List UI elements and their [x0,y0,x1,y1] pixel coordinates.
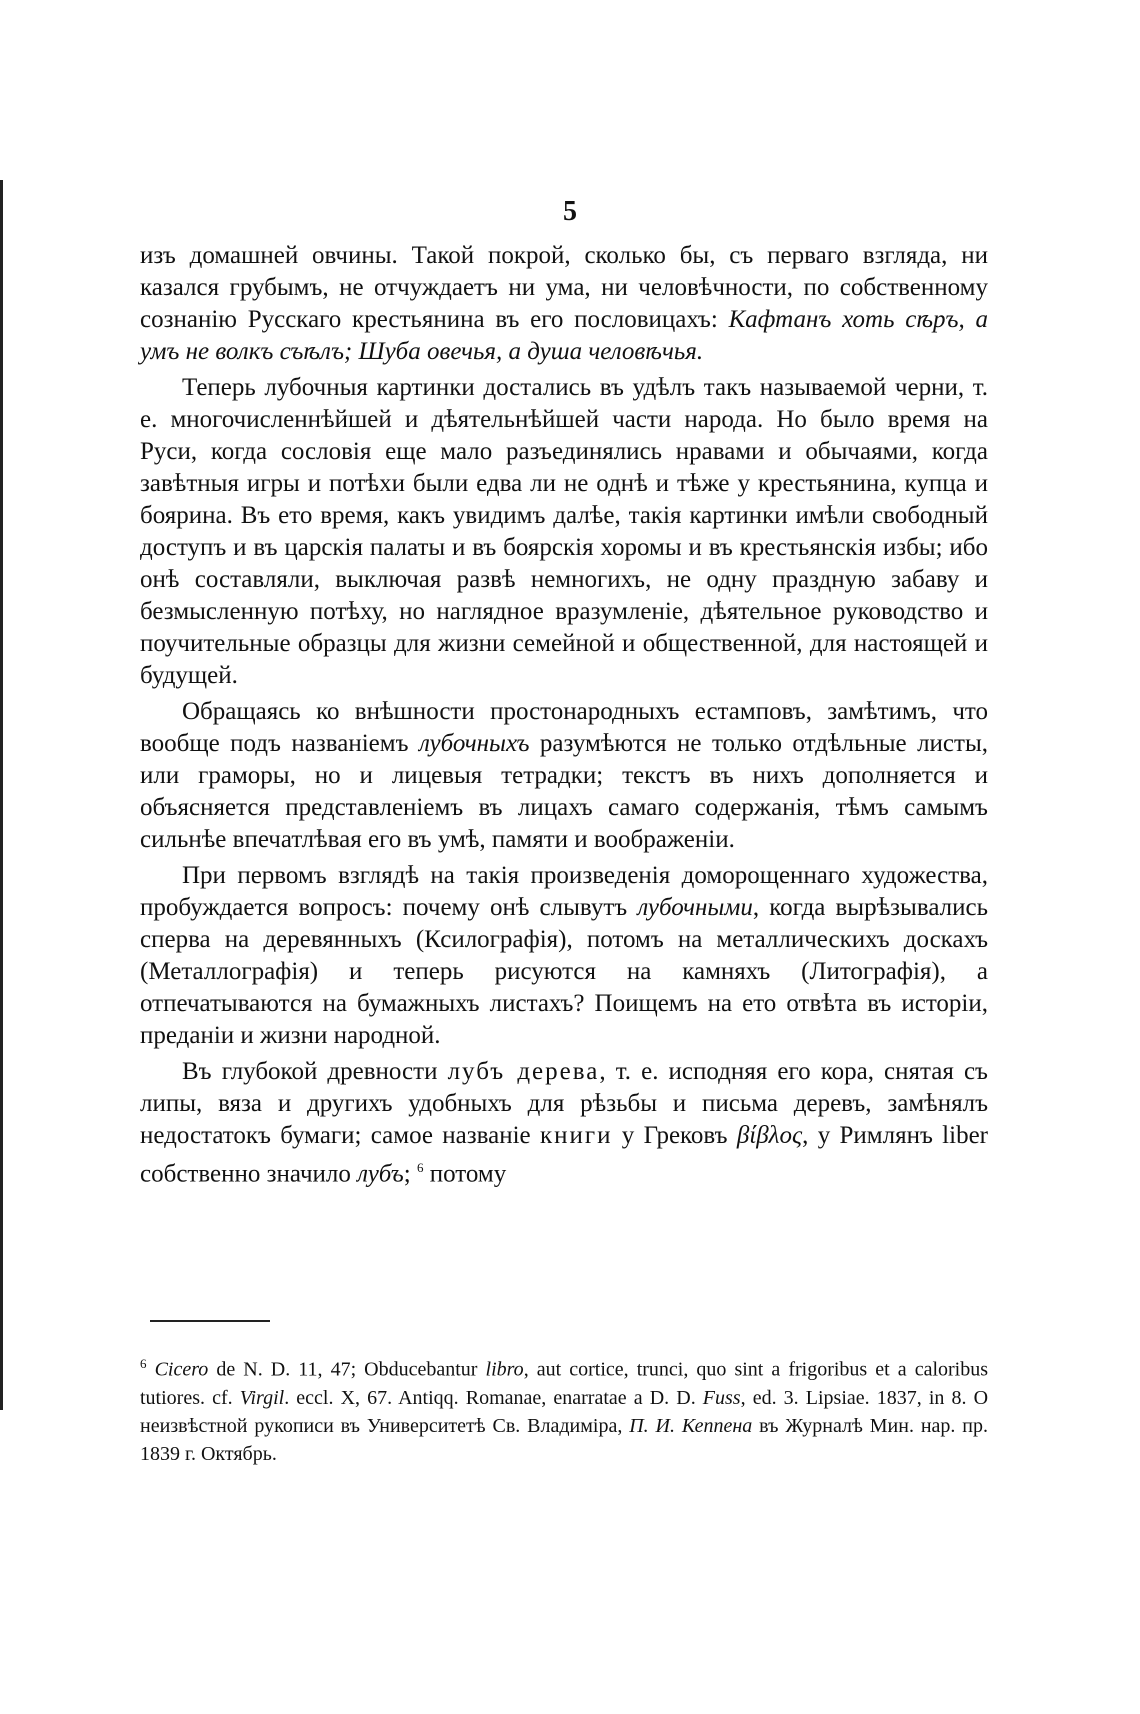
paragraph [140,860,988,1052]
italic-text: Fuss [702,1386,741,1409]
footnote-text [140,1359,988,1465]
text-run: Теперь лубочныя картинки достались въ удѣлъ такъ называемой черни, т. е. многочисленнѣйшей и дѣятельнѣйшей части народа. Но было время на Руси, когда сословія еще мало разъединялись нравами и обычаями, когда завѣтныя игры и потѣхи были едва ли не однѣ и тѣже у крестьянина, купца и боярина. Въ ето время, какъ увидимъ далѣе, такія картинки имѣли свободный доступъ и въ царскія палаты и въ боярскія хоромы и въ крестьянскія избы; ибо онѣ составляли, выключая развѣ немногихъ, не одну праздную забаву и безмысленную потѣху, но наглядное вразумленіе, дѣятельное руководство и поучительные образцы для жизни семейной и общественной, для настоящей и будущей. [140,374,988,689]
text-run: Обращаясь ко внѣшности простонародныхъ естамповъ, замѣтимъ, что вообще подъ названіемъ [140,698,988,757]
text-run: Въ глубокой древности [182,1058,448,1085]
text-run: , aut cortice, trunci, quo sint a frigoribus et a caloribus tutiores. cf. [140,1358,989,1409]
main-text [140,240,988,1194]
spaced-text: лубъ дерева [447,1058,600,1085]
italic-text: βίβλος [736,1122,803,1149]
text-run: , т. е. исподняя его кора, снятая съ липы, вяза и другихъ удобныхъ для рѣзьбы и письма деревъ, замѣнялъ недостатокъ бумаги; самое названіе [140,1058,988,1149]
text-run: , когда вырѣзывались сперва на деревянныхъ (Ксилографія), потомъ на металлическихъ доскахъ (Металлографія) и теперь рисуются на камняхъ (Литографія), а отпечатываются на бумажныхъ листахъ? Поищемъ на ето отвѣта въ исторіи, преданіи и жизни народной. [140,894,988,1049]
italic-text: лубочными [637,894,753,921]
paragraph [140,696,988,856]
italic-text: Cicero [154,1358,209,1381]
text-run: въ Журналѣ Мин. нар. пр. 1839 г. Октябрь. [140,1414,988,1465]
italic-text: лубочныхъ [418,730,530,757]
text-run: . eccl. X, 67. Antiqq. Romanae, enarratae a D. D. [284,1386,703,1409]
text-run: у Грековъ [612,1122,737,1149]
text-run: de N. D. 11, 47; Obducebantur [208,1358,486,1381]
italic-text: Кафтанъ хоть сѣръ, а умъ не волкъ съѣлъ; Шуба овечья, а душа человѣчья. [140,306,988,365]
spaced-text: книги [539,1122,613,1149]
text-run: потому [423,1160,507,1188]
binding-edge [0,180,13,1410]
text-run: , у Римлянъ liber собственно значило [140,1122,988,1188]
page-number: 5 [563,196,577,227]
text-run: При первомъ взглядѣ на такія произведенія доморощеннаго художества, пробуждается вопросъ: почему онѣ слывутъ [140,862,988,921]
footnote-marker: 6 [140,1356,147,1371]
text-run: изъ домашней овчины. Такой покрой, сколько бы, съ перваго взгляда, ни казался грубымъ, не отчуждаетъ ни ума, ни человѣчности, по собственному сознанію Русскаго крестьянина въ его пословицахъ: [140,242,988,333]
italic-text: лубъ [357,1160,404,1188]
footnote [140,1350,988,1468]
italic-text: Virgil [239,1386,285,1409]
text-run: ; [403,1160,417,1188]
paragraph [140,240,988,368]
italic-text: П. И. Кеппена [629,1414,753,1437]
footnote-rule [150,1320,270,1322]
italic-text: libro [485,1358,524,1381]
text-run: разумѣются не только отдѣльные листы, или граморы, но и лицевыя тетрадки; текстъ въ нихъ дополняется и объясняется представленіемъ въ лицахъ самаго содержанія, тѣмъ самымъ сильнѣе впечатлѣвая его въ умѣ, памяти и воображеніи. [140,730,988,853]
paragraph [140,1056,988,1190]
paragraph [140,372,988,692]
footnote-reference: 6 [416,1160,424,1175]
text-run: , ed. 3. Lipsiae. 1837, in 8. О неизвѣстной рукописи въ Университетѣ Св. Владиміра, [140,1386,989,1437]
